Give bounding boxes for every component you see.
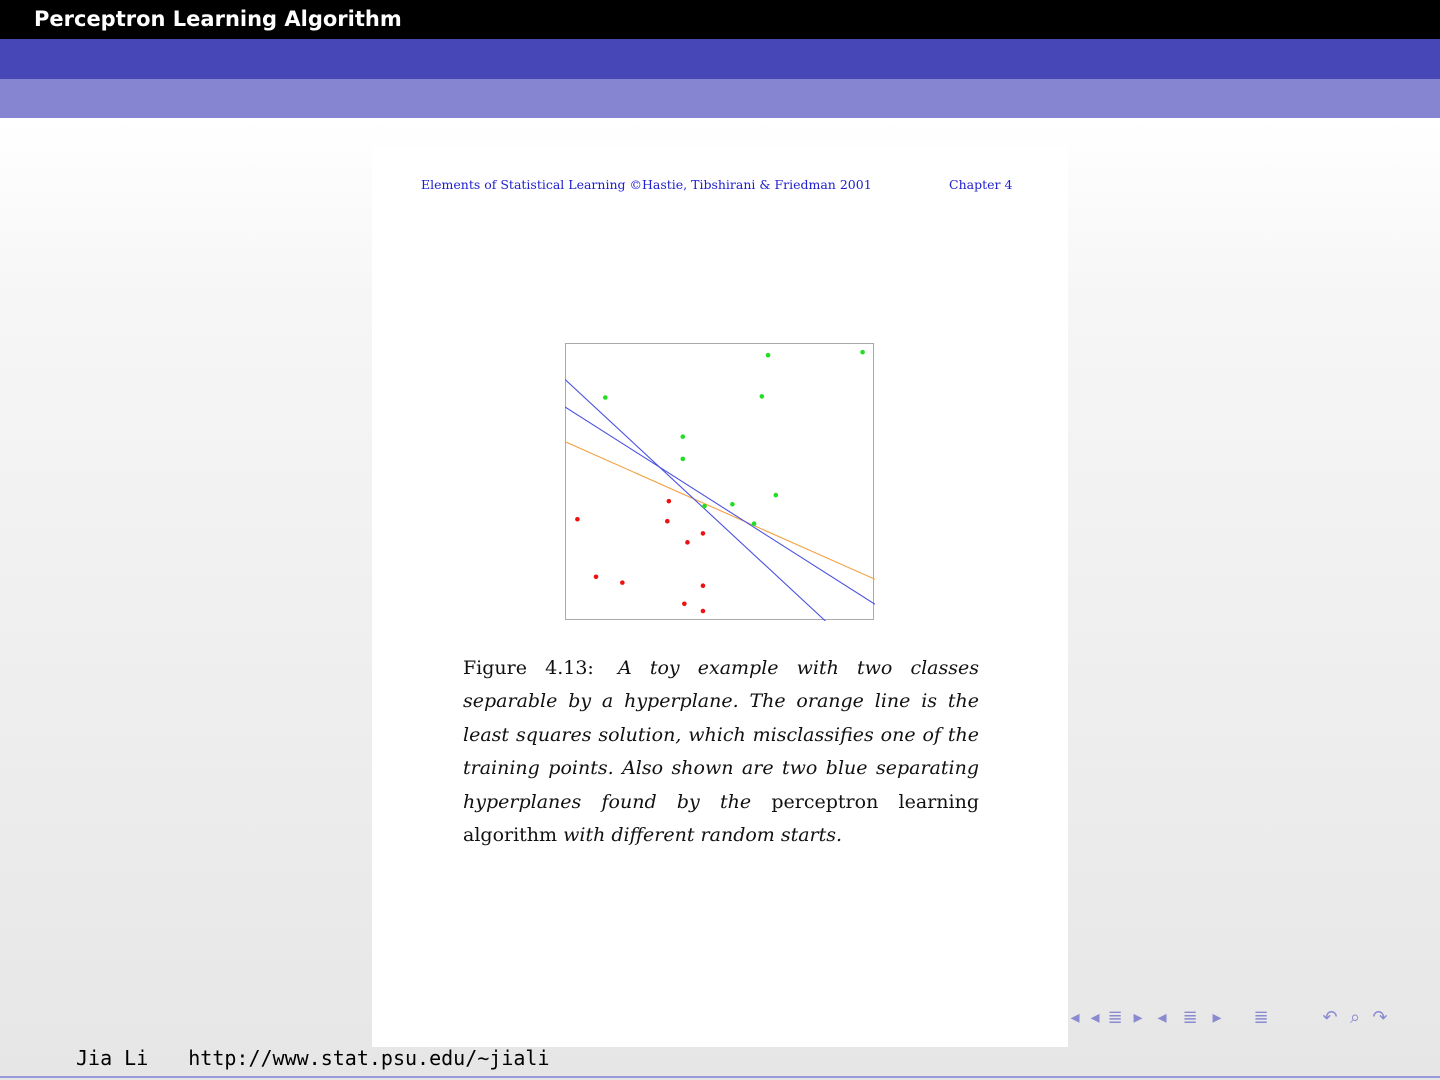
nav-right-icon[interactable]: ▸ [1212,1006,1222,1028]
least-squares-line [565,442,875,580]
nav-align-icon[interactable]: ≣ [1253,1006,1269,1028]
footer-line [0,1076,1440,1078]
nav-left-icon[interactable]: ◂ [1157,1006,1167,1028]
caption-text-3: with different random starts. [563,824,843,847]
green-point [603,395,608,400]
red-point [665,519,670,524]
red-point [575,517,580,522]
figure-label: Figure 4.13: [463,657,594,679]
footer-url[interactable]: http://www.stat.psu.edu/∼jiali [188,1046,550,1070]
nav-left-icon[interactable]: ◂ [1070,1006,1080,1028]
scatter-plot [565,343,875,621]
green-point [766,353,771,358]
green-point [860,350,865,355]
nav-right-icon[interactable]: ▸ [1133,1006,1143,1028]
red-point [701,531,706,536]
perceptron-line-2 [565,379,825,621]
green-point [774,493,779,498]
nav-redo-icon[interactable]: ↷ [1372,1006,1388,1028]
red-point [701,583,706,588]
red-point [701,609,706,614]
slide-title-bar [0,0,1440,39]
nav-frame-icon[interactable]: ≣ [1107,1006,1123,1028]
green-point [681,457,686,462]
red-point [594,574,599,579]
green-point [702,504,707,509]
perceptron-line-1 [565,407,875,604]
green-point [760,394,765,399]
nav-left-icon[interactable]: ◂ [1090,1006,1100,1028]
header-band-dark [0,39,1440,79]
red-point [620,580,625,585]
plot-frame [566,344,874,620]
caption-text-2: perceptron learning algorithm [463,790,979,847]
slide-title: Perceptron Learning Algorithm [34,7,402,31]
green-point [752,521,757,526]
page-header-chapter: Chapter 4 [949,177,1013,192]
nav-undo-icon[interactable]: ↶ [1322,1006,1338,1028]
book-page [372,147,1068,1047]
green-point [730,502,735,507]
red-point [682,601,687,606]
figure-caption [463,652,979,852]
slide-footer [76,1046,549,1070]
nav-section-icon[interactable]: ≣ [1182,1006,1198,1028]
red-point [667,499,672,504]
page-running-header [421,177,1021,192]
red-point [685,540,690,545]
beamer-navigation [1062,1004,1436,1030]
nav-search-icon[interactable]: ⌕ [1349,1006,1361,1028]
footer-author: Jia Li [76,1046,149,1070]
header-band-light [0,79,1440,118]
page-header-source: Elements of Statistical Learning ©Hastie, Tibshirani & Friedman 2001 [421,177,872,192]
green-point [681,434,686,439]
caption-text-1: A toy example with two classes separable by a hyperplane. The orange line is the least squares solution, which misclassifies one of the training points. Also shown are two blue separating hyperplanes found by the [463,657,980,813]
